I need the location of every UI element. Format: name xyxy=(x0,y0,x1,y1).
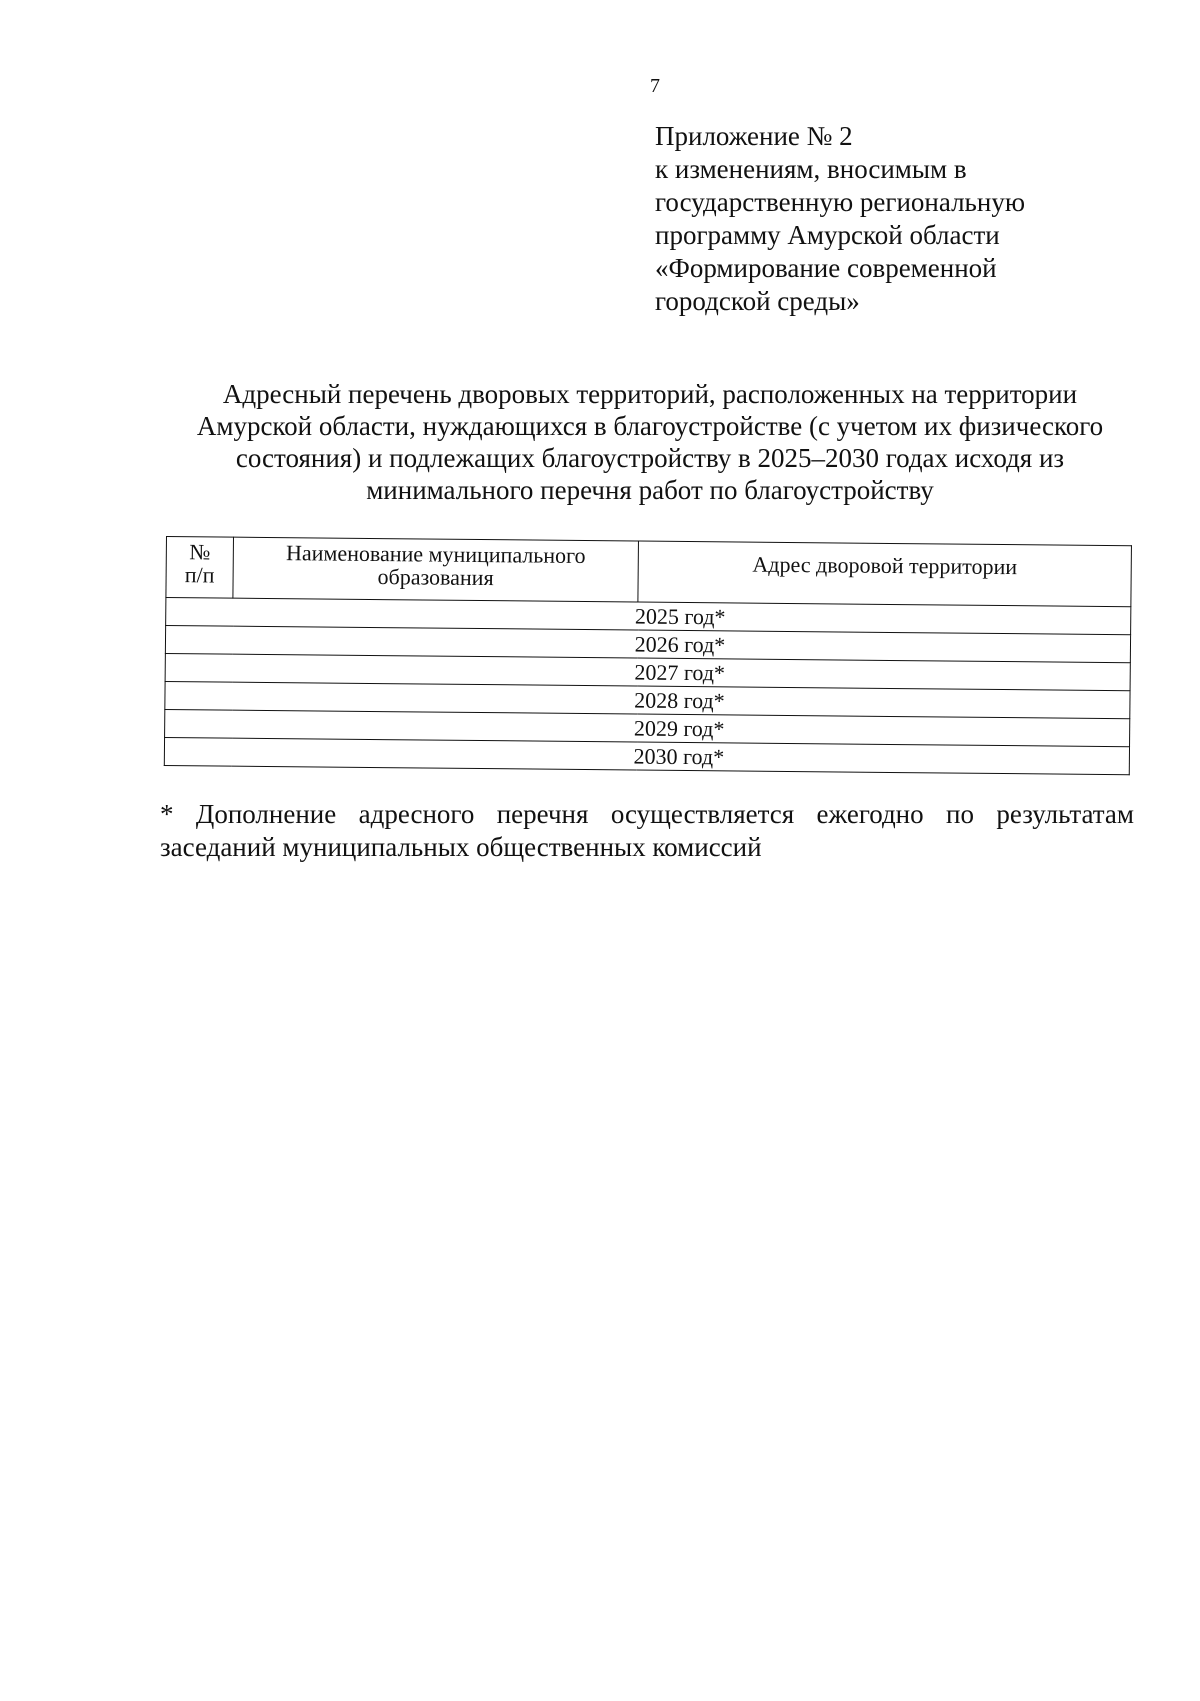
header-address: Адрес дворовой территории xyxy=(638,541,1132,607)
year-label: 2025 год* xyxy=(634,603,726,630)
appendix-line: государственную региональную xyxy=(655,187,1025,217)
address-table xyxy=(164,536,1132,775)
header-municipality-line: Наименование муниципального xyxy=(285,540,586,569)
title-line: минимального перечня работ по благоустройству xyxy=(366,475,934,505)
footnote-line: * Дополнение адресного перечня осуществляется ежегодно по результатам xyxy=(160,799,1134,829)
document-title xyxy=(160,378,1140,506)
header-municipality xyxy=(233,537,639,602)
header-municipality-line: образования xyxy=(377,564,494,591)
appendix-line: программу Амурской области xyxy=(655,220,1000,250)
footnote-line: заседаний муниципальных общественных комиссий xyxy=(160,832,762,862)
page-number: 7 xyxy=(650,75,660,97)
appendix-header xyxy=(655,120,1075,318)
appendix-line: Приложение № 2 xyxy=(655,121,853,151)
appendix-line: городской среды» xyxy=(655,286,860,316)
title-line: состояния) и подлежащих благоустройству в 2025–2030 годах исходя из xyxy=(235,443,1065,473)
year-label: 2029 год* xyxy=(633,715,725,742)
title-line: Амурской области, нуждающихся в благоустройстве (с учетом их физического xyxy=(196,411,1104,441)
footnote xyxy=(160,798,1134,864)
header-number-abbrev: п/п xyxy=(184,562,215,588)
header-number xyxy=(166,537,234,599)
appendix-line: «Формирование современной xyxy=(655,253,997,283)
title-line: Адресный перечень дворовых территорий, расположенных на территории xyxy=(222,379,1078,409)
header-number-symbol: № xyxy=(189,539,211,565)
year-label: 2028 год* xyxy=(634,687,725,714)
year-label: 2027 год* xyxy=(634,659,726,686)
year-label: 2030 год* xyxy=(633,743,725,770)
year-label: 2026 год* xyxy=(634,631,726,658)
appendix-line: к изменениям, вносимым в xyxy=(655,154,967,184)
table-header-row xyxy=(166,537,1132,607)
